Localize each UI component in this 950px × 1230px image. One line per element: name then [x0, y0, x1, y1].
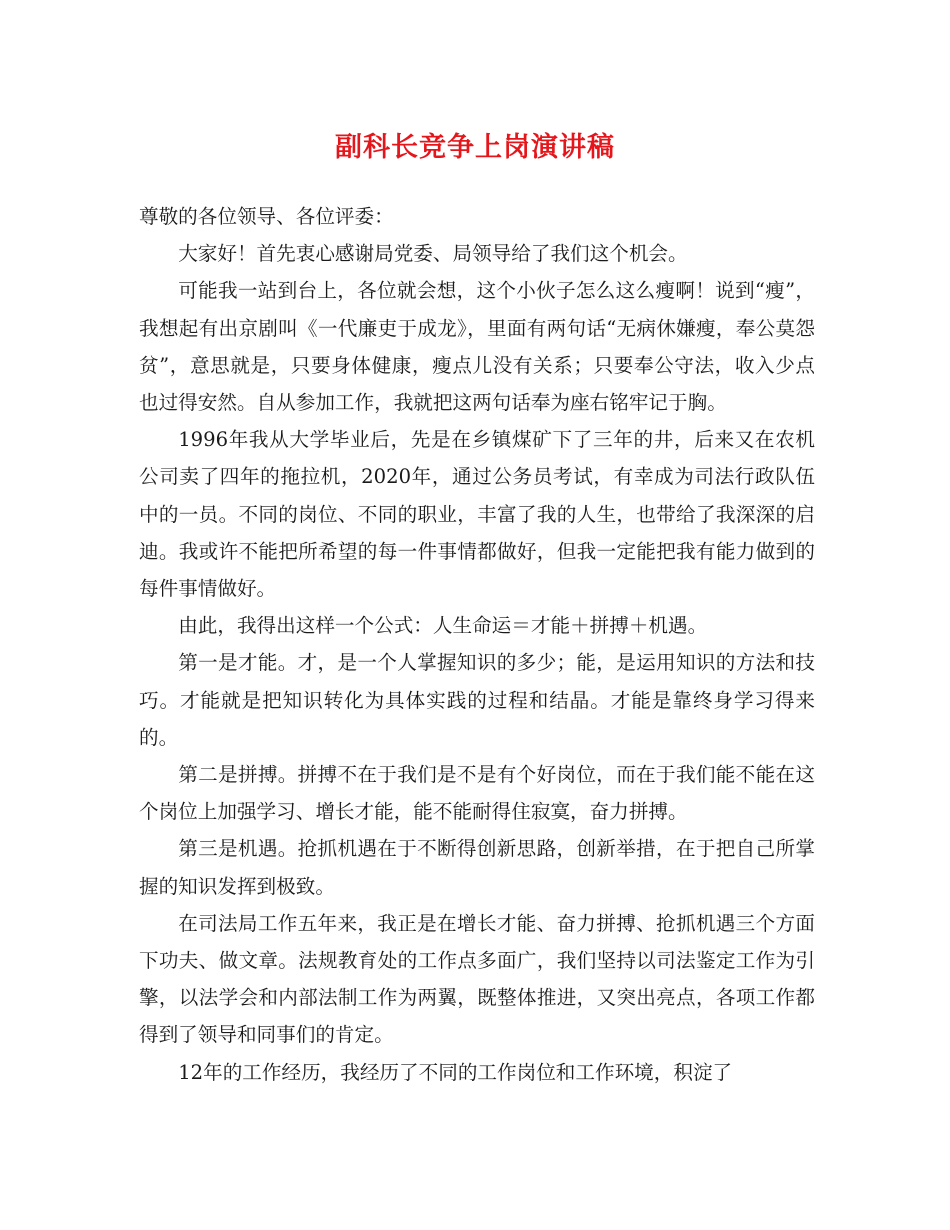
formula-paragraph: 由此，我得出这样一个公式：人生命运＝才能＋拼搏＋机遇。 — [178, 614, 708, 638]
body-paragraph: 1996年我从大学毕业后，先是在乡镇煤矿下了三年的井，后来又在农机公司卖了四年的拖拉机，2020年，通过公务员考试，有幸成为司法行政队伍中的一员。不同的岗位、不同的职业，丰富了我的人生，也带给了我深深的启迪。我或许不能把所希望的每一件事情都做好，但我一定能把我有能力做到的每件事情做好。 — [139, 428, 815, 601]
greeting-paragraph: 大家好！首先衷心感谢局党委、局领导给了我们这个机会。 — [178, 242, 688, 266]
body-paragraph: 在司法局工作五年来，我正是在增长才能、奋力拼搏、抢抓机遇三个方面下功夫、做文章。法规教育处的工作点多面广，我们坚持以司法鉴定工作为引擎，以法学会和内部法制工作为两翼，既整体推进，又突出亮点，各项工作都得到了领导和同事们的肯定。 — [139, 911, 815, 1047]
body-paragraph: 12年的工作经历，我经历了不同的工作岗位和工作环境，积淀了 — [178, 1060, 733, 1084]
body-paragraph: 可能我一站到台上，各位就会想，这个小伙子怎么这么瘦啊！说到“瘦”，我想起有出京剧叫《一代廉吏于成龙》，里面有两句话“无病休嫌瘦，奉公莫怨贫”，意思就是，只要身体健康，瘦点儿没有关系；只要奉公守法，收入少点也过得安然。自从参加工作，我就把这两句话奉为座右铭牢记于胸。 — [139, 279, 815, 415]
salutation-paragraph: 尊敬的各位领导、各位评委： — [139, 205, 394, 228]
body-paragraph: 第三是机遇。抢抓机遇在于不断得创新思路，创新举措，在于把自己所掌握的知识发挥到极致。 — [139, 837, 815, 898]
body-paragraph: 第一是才能。才，是一个人掌握知识的多少；能，是运用知识的方法和技巧。才能就是把知识转化为具体实践的过程和结晶。才能是靠终身学习得来的。 — [139, 651, 815, 749]
body-paragraph: 第二是拼搏。拼搏不在于我们是不是有个好岗位，而在于我们能不能在这个岗位上加强学习、增长才能，能不能耐得住寂寞，奋力拼搏。 — [139, 763, 815, 824]
document-body — [139, 198, 815, 1091]
document-title: 副科长竞争上岗演讲稿 — [335, 132, 615, 163]
